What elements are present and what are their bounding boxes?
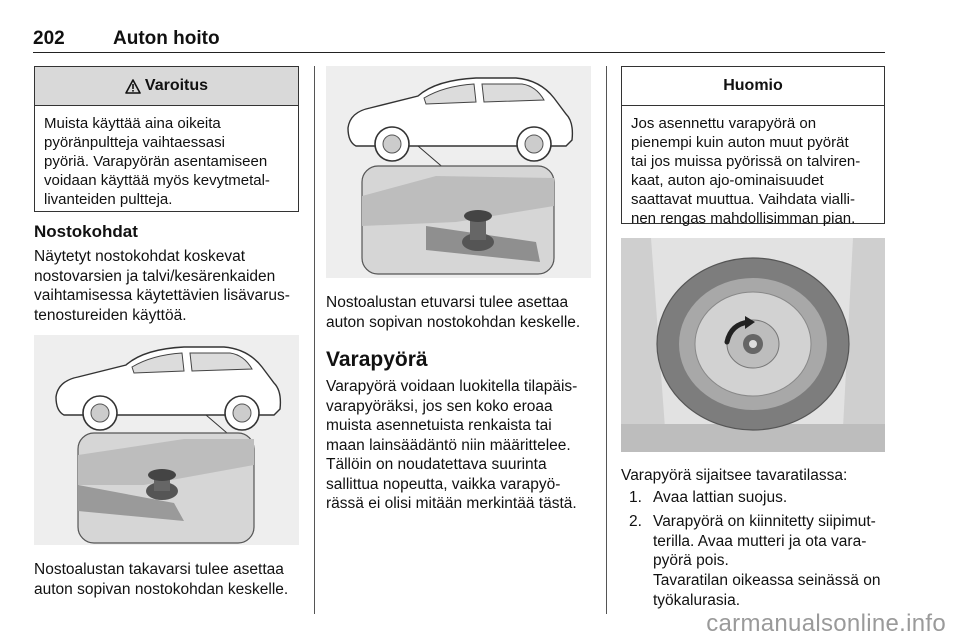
heading-nostokohdat: Nostokohdat <box>34 222 138 241</box>
step-line: pyörä pois. <box>653 552 729 569</box>
caption-line: auton sopivan nostokohdan keskelle. <box>326 313 581 331</box>
heading-varapyora: Varapyörä <box>326 348 428 371</box>
rear-lift-caption <box>34 560 288 599</box>
paragraph-line: tenostureiden käyttöä. <box>34 306 187 324</box>
paragraph-line: Varapyörä voidaan luokitella tilapäis- <box>326 378 578 395</box>
rear-lift-point-illustration <box>34 335 299 545</box>
warning-line: pyöriä. Varapyörän asentamiseen <box>44 153 268 170</box>
page-number: 202 <box>33 28 65 49</box>
note-line: tai jos muissa pyörissä on talviren- <box>631 153 861 170</box>
warning-box <box>34 66 299 212</box>
warning-triangle-icon <box>125 79 141 94</box>
spare-wheel-paragraph <box>326 377 577 514</box>
watermark: carmanualsonline.info <box>706 610 946 637</box>
paragraph-line: nostovarsien ja talvi/kesärenkaiden <box>34 267 276 285</box>
warning-box-header <box>35 67 298 106</box>
step-line: Avaa lattian suojus. <box>653 489 788 506</box>
step-text <box>653 512 876 571</box>
note-line: kaat, auton ajo-ominaisuudet <box>631 172 824 189</box>
note-text <box>622 106 884 236</box>
step-text <box>653 488 787 508</box>
paragraph-line: Tällöin on noudatettava suurinta <box>326 456 547 473</box>
step-number: 2. <box>629 513 642 530</box>
note-line: Jos asennettu varapyörä on <box>631 115 817 132</box>
warning-line: voidaan käyttää myös kevytmetal- <box>44 172 270 189</box>
note-box <box>621 66 885 227</box>
warning-line: Muista käyttää aina oikeita <box>44 115 221 132</box>
warning-line: livanteiden pultteja. <box>44 191 173 208</box>
front-lift-point-illustration <box>326 66 591 278</box>
step-number: 1. <box>629 489 642 506</box>
paragraph-line: varapyöräksi, jos sen koko eroaa <box>326 397 553 415</box>
paragraph-line: maan lainsäädäntö niin määrittelee. <box>326 436 571 454</box>
paragraph-line: työkalurasia. <box>653 591 741 609</box>
front-lift-caption <box>326 293 580 332</box>
toolbox-note <box>653 571 880 610</box>
note-line: saattavat muuttua. Vaihdata vialli- <box>631 191 856 208</box>
caption-line: Nostoalustan etuvarsi tulee asettaa <box>326 294 569 311</box>
column-divider <box>606 66 607 614</box>
note-line: nen rengas mahdollisimman pian. <box>631 210 856 227</box>
step-1 <box>629 488 889 508</box>
paragraph-line: Näytetyt nostokohdat koskevat <box>34 248 246 265</box>
spare-wheel-location-intro: Varapyörä sijaitsee tavaratilassa: <box>621 467 848 484</box>
paragraph-line: muista asennetuista renkaista tai <box>326 417 552 434</box>
note-title: Huomio <box>723 77 783 94</box>
column-divider <box>314 66 315 614</box>
warning-line: pyöränpultteja vaihtaessasi <box>44 134 225 151</box>
section-title: Auton hoito <box>113 28 220 49</box>
paragraph-line: Tavaratilan oikeassa seinässä on <box>653 572 881 589</box>
note-box-header <box>622 67 884 106</box>
paragraph-line: rässä ei olisi mitään merkintää tästä. <box>326 495 577 512</box>
warning-text <box>35 106 298 217</box>
spare-wheel-illustration <box>621 238 885 452</box>
caption-line: Nostoalustan takavarsi tulee asettaa <box>34 561 284 578</box>
warning-title: Varoitus <box>144 77 209 94</box>
paragraph-line: sallittua nopeutta, vaikka varapyö- <box>326 475 561 493</box>
step-line: Varapyörä on kiinnitetty siipimut- <box>653 513 876 530</box>
note-line: pienempi kuin auton muut pyörät <box>631 134 849 151</box>
lifting-points-paragraph <box>34 247 290 325</box>
paragraph-line: vaihtamisessa käytettävien lisävarus- <box>34 287 290 304</box>
page-header <box>33 26 885 53</box>
step-2 <box>629 512 889 574</box>
caption-line: auton sopivan nostokohdan keskelle. <box>34 580 289 598</box>
step-line: terilla. Avaa mutteri ja ota vara- <box>653 532 867 550</box>
